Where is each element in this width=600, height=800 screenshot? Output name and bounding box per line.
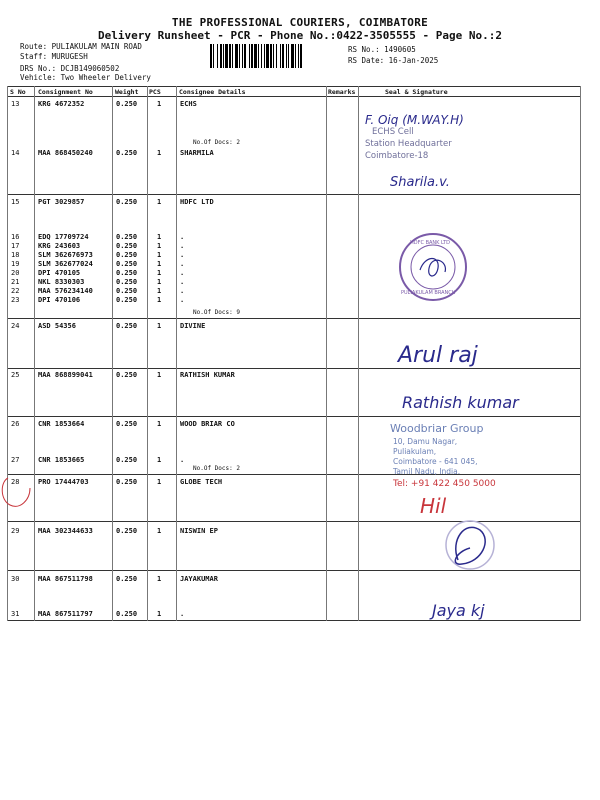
- row-consignee: RATHISH KUMAR: [180, 371, 235, 379]
- runsheet-title: Delivery Runsheet - PCR - Phone No.:0422-3505555 - Page No.:2: [98, 29, 502, 42]
- docs-count: No.Of Docs: 2: [193, 465, 240, 472]
- row-consignment: MAA 868899041: [38, 371, 93, 379]
- row-consignment: CNR 1853665: [38, 456, 85, 464]
- row-consignee: .: [180, 287, 185, 295]
- row-consignment: SLM 362676973: [38, 251, 93, 259]
- divine-signature: Arul raj: [398, 343, 478, 368]
- row-consignee: .: [180, 296, 185, 304]
- col-header-consignment: Consignment No: [38, 88, 93, 96]
- row-consignment: ASD 54356: [38, 322, 76, 330]
- route-label: Route: PULIAKULAM MAIN ROAD: [20, 42, 142, 51]
- rs-number: RS No.: 1490605: [348, 45, 416, 54]
- row-consignment: MAA 868450240: [38, 149, 93, 157]
- woodbriar-stamp-line: Coimbatore - 641 045,: [393, 457, 478, 466]
- row-pcs: 1: [157, 233, 162, 241]
- row-consignment: MAA 867511798: [38, 575, 93, 583]
- company-name: THE PROFESSIONAL COURIERS, COIMBATORE: [171, 16, 429, 29]
- col-header-weight: Weight: [115, 88, 139, 96]
- row-consignment: DPI 470105: [38, 269, 81, 277]
- row-pcs: 1: [157, 278, 162, 286]
- row-pcs: 1: [157, 260, 162, 268]
- row-consignee: .: [180, 251, 185, 259]
- row-sno: 17: [11, 242, 20, 250]
- row-consignment: KRG 243603: [38, 242, 81, 250]
- docs-count: No.Of Docs: 2: [193, 139, 240, 146]
- row-pcs: 1: [157, 251, 162, 259]
- row-consignment: DPI 470106: [38, 296, 81, 304]
- red-circle-mark: [2, 478, 30, 506]
- echs-signature: F. Oiq (M.WAY.H): [365, 113, 464, 127]
- row-weight: 0.250: [116, 610, 138, 618]
- row-weight: 0.250: [116, 251, 138, 259]
- row-consignee: .: [180, 233, 185, 241]
- row-weight: 0.250: [116, 296, 138, 304]
- row-consignee: WOOD BRIAR CO: [180, 420, 235, 428]
- woodbriar-stamp-line: 10, Damu Nagar,: [393, 437, 458, 446]
- row-pcs: 1: [157, 242, 162, 250]
- docs-count: No.Of Docs: 9: [193, 309, 240, 316]
- row-consignment: KRG 4672352: [38, 100, 85, 108]
- row-consignee: HDFC LTD: [180, 198, 214, 206]
- col-header-pcs: PCS: [149, 88, 161, 96]
- col-header-seal: Seal & Signature: [385, 88, 448, 96]
- row-consignee: NISWIN EP: [180, 527, 218, 535]
- hdfc-seal-text: HDFC BANK LTD: [410, 240, 451, 246]
- row-pcs: 1: [157, 198, 162, 206]
- woodbriar-stamp-line: Puliakulam,: [393, 447, 437, 456]
- woodbriar-stamp-line: Woodbriar Group: [390, 422, 484, 435]
- row-consignee: SHARMILA: [180, 149, 214, 157]
- row-consignment: SLM 362677024: [38, 260, 93, 268]
- row-weight: 0.250: [116, 149, 138, 157]
- row-sno: 24: [11, 322, 20, 330]
- row-sno: 19: [11, 260, 20, 268]
- col-header-consignee: Consignee Details: [179, 88, 246, 96]
- row-consignment: MAA 867511797: [38, 610, 93, 618]
- row-pcs: 1: [157, 527, 162, 535]
- row-consignment: MAA 576234140: [38, 287, 93, 295]
- row-consignee: .: [180, 610, 185, 618]
- row-consignment: MAA 302344633: [38, 527, 93, 535]
- row-pcs: 1: [157, 478, 162, 486]
- row-sno: 14: [11, 149, 20, 157]
- row-weight: 0.250: [116, 278, 138, 286]
- col-header-sno: S No: [10, 88, 26, 96]
- rathish-signature: Rathish kumar: [402, 393, 519, 412]
- row-weight: 0.250: [116, 287, 138, 295]
- row-weight: 0.250: [116, 527, 138, 535]
- row-consignee: .: [180, 269, 185, 277]
- row-pcs: 1: [157, 456, 162, 464]
- row-pcs: 1: [157, 575, 162, 583]
- row-sno: 22: [11, 287, 20, 295]
- echs-stamp-line: ECHS Cell: [372, 127, 414, 137]
- row-sno: 26: [11, 420, 20, 428]
- row-weight: 0.250: [116, 269, 138, 277]
- row-consignee: .: [180, 278, 185, 286]
- hdfc-seal-inner: [411, 245, 455, 289]
- row-sno: 31: [11, 610, 20, 618]
- row-sno: 23: [11, 296, 20, 304]
- staff-label: Staff: MURUGESH: [20, 52, 88, 61]
- row-sno: 15: [11, 198, 20, 206]
- row-pcs: 1: [157, 322, 162, 330]
- row-consignment: PRO 17444703: [38, 478, 89, 486]
- hdfc-seal-text: PULIAKULAM BRANCH: [401, 290, 456, 296]
- row-pcs: 1: [157, 100, 162, 108]
- row-consignee: ECHS: [180, 100, 197, 108]
- row-pcs: 1: [157, 287, 162, 295]
- row-sno: 29: [11, 527, 20, 535]
- jayakumar-signature: Jaya kj: [432, 601, 485, 620]
- row-sno: 21: [11, 278, 20, 286]
- niswin-signature-scribble: [455, 527, 485, 564]
- row-pcs: 1: [157, 269, 162, 277]
- row-weight: 0.250: [116, 371, 138, 379]
- row-weight: 0.250: [116, 478, 138, 486]
- woodbriar-stamp-line: Tamil Nadu, India.: [393, 467, 461, 476]
- row-pcs: 1: [157, 371, 162, 379]
- row-sno: 25: [11, 371, 20, 379]
- row-consignee: GLOBE TECH: [180, 478, 223, 486]
- echs-stamp-line: Coimbatore-18: [365, 151, 429, 161]
- woodbriar-stamp-line: Tel: +91 422 450 5000: [393, 479, 496, 489]
- row-weight: 0.250: [116, 260, 138, 268]
- row-sno: 13: [11, 100, 20, 108]
- row-weight: 0.250: [116, 233, 138, 241]
- hdfc-signature-scribble: [420, 258, 445, 275]
- row-consignment: CNR 1853664: [38, 420, 85, 428]
- row-consignment: EDQ 17709724: [38, 233, 89, 241]
- row-weight: 0.250: [116, 242, 138, 250]
- row-weight: 0.250: [116, 575, 138, 583]
- row-weight: 0.250: [116, 100, 138, 108]
- row-weight: 0.250: [116, 322, 138, 330]
- vehicle-label: Vehicle: Two Wheeler Delivery: [20, 73, 151, 82]
- row-consignment: PGT 3029857: [38, 198, 85, 206]
- row-sno: 27: [11, 456, 20, 464]
- row-pcs: 1: [157, 420, 162, 428]
- rs-date: RS Date: 16-Jan-2025: [348, 56, 439, 65]
- drs-number: DRS No.: DCJB149060502: [20, 64, 120, 73]
- col-header-remarks: Remarks: [328, 88, 356, 96]
- row-consignee: .: [180, 260, 185, 268]
- row-sno: 28: [11, 478, 20, 486]
- row-pcs: 1: [157, 296, 162, 304]
- row-consignee: DIVINE: [180, 322, 206, 330]
- globe-initials: Hil: [420, 494, 447, 518]
- row-consignee: .: [180, 242, 185, 250]
- row-weight: 0.250: [116, 420, 138, 428]
- row-weight: 0.250: [116, 198, 138, 206]
- row-sno: 18: [11, 251, 20, 259]
- echs-stamp-line: Station Headquarter: [365, 139, 452, 149]
- row-consignment: NKL 8330303: [38, 278, 85, 286]
- row-consignee: JAYAKUMAR: [180, 575, 218, 583]
- row-pcs: 1: [157, 149, 162, 157]
- sharmila-signature: Sharila.v.: [390, 175, 450, 190]
- row-consignee: .: [180, 456, 185, 464]
- row-pcs: 1: [157, 610, 162, 618]
- row-sno: 30: [11, 575, 20, 583]
- row-sno: 16: [11, 233, 20, 241]
- row-sno: 20: [11, 269, 20, 277]
- row-weight: 0.250: [116, 456, 138, 464]
